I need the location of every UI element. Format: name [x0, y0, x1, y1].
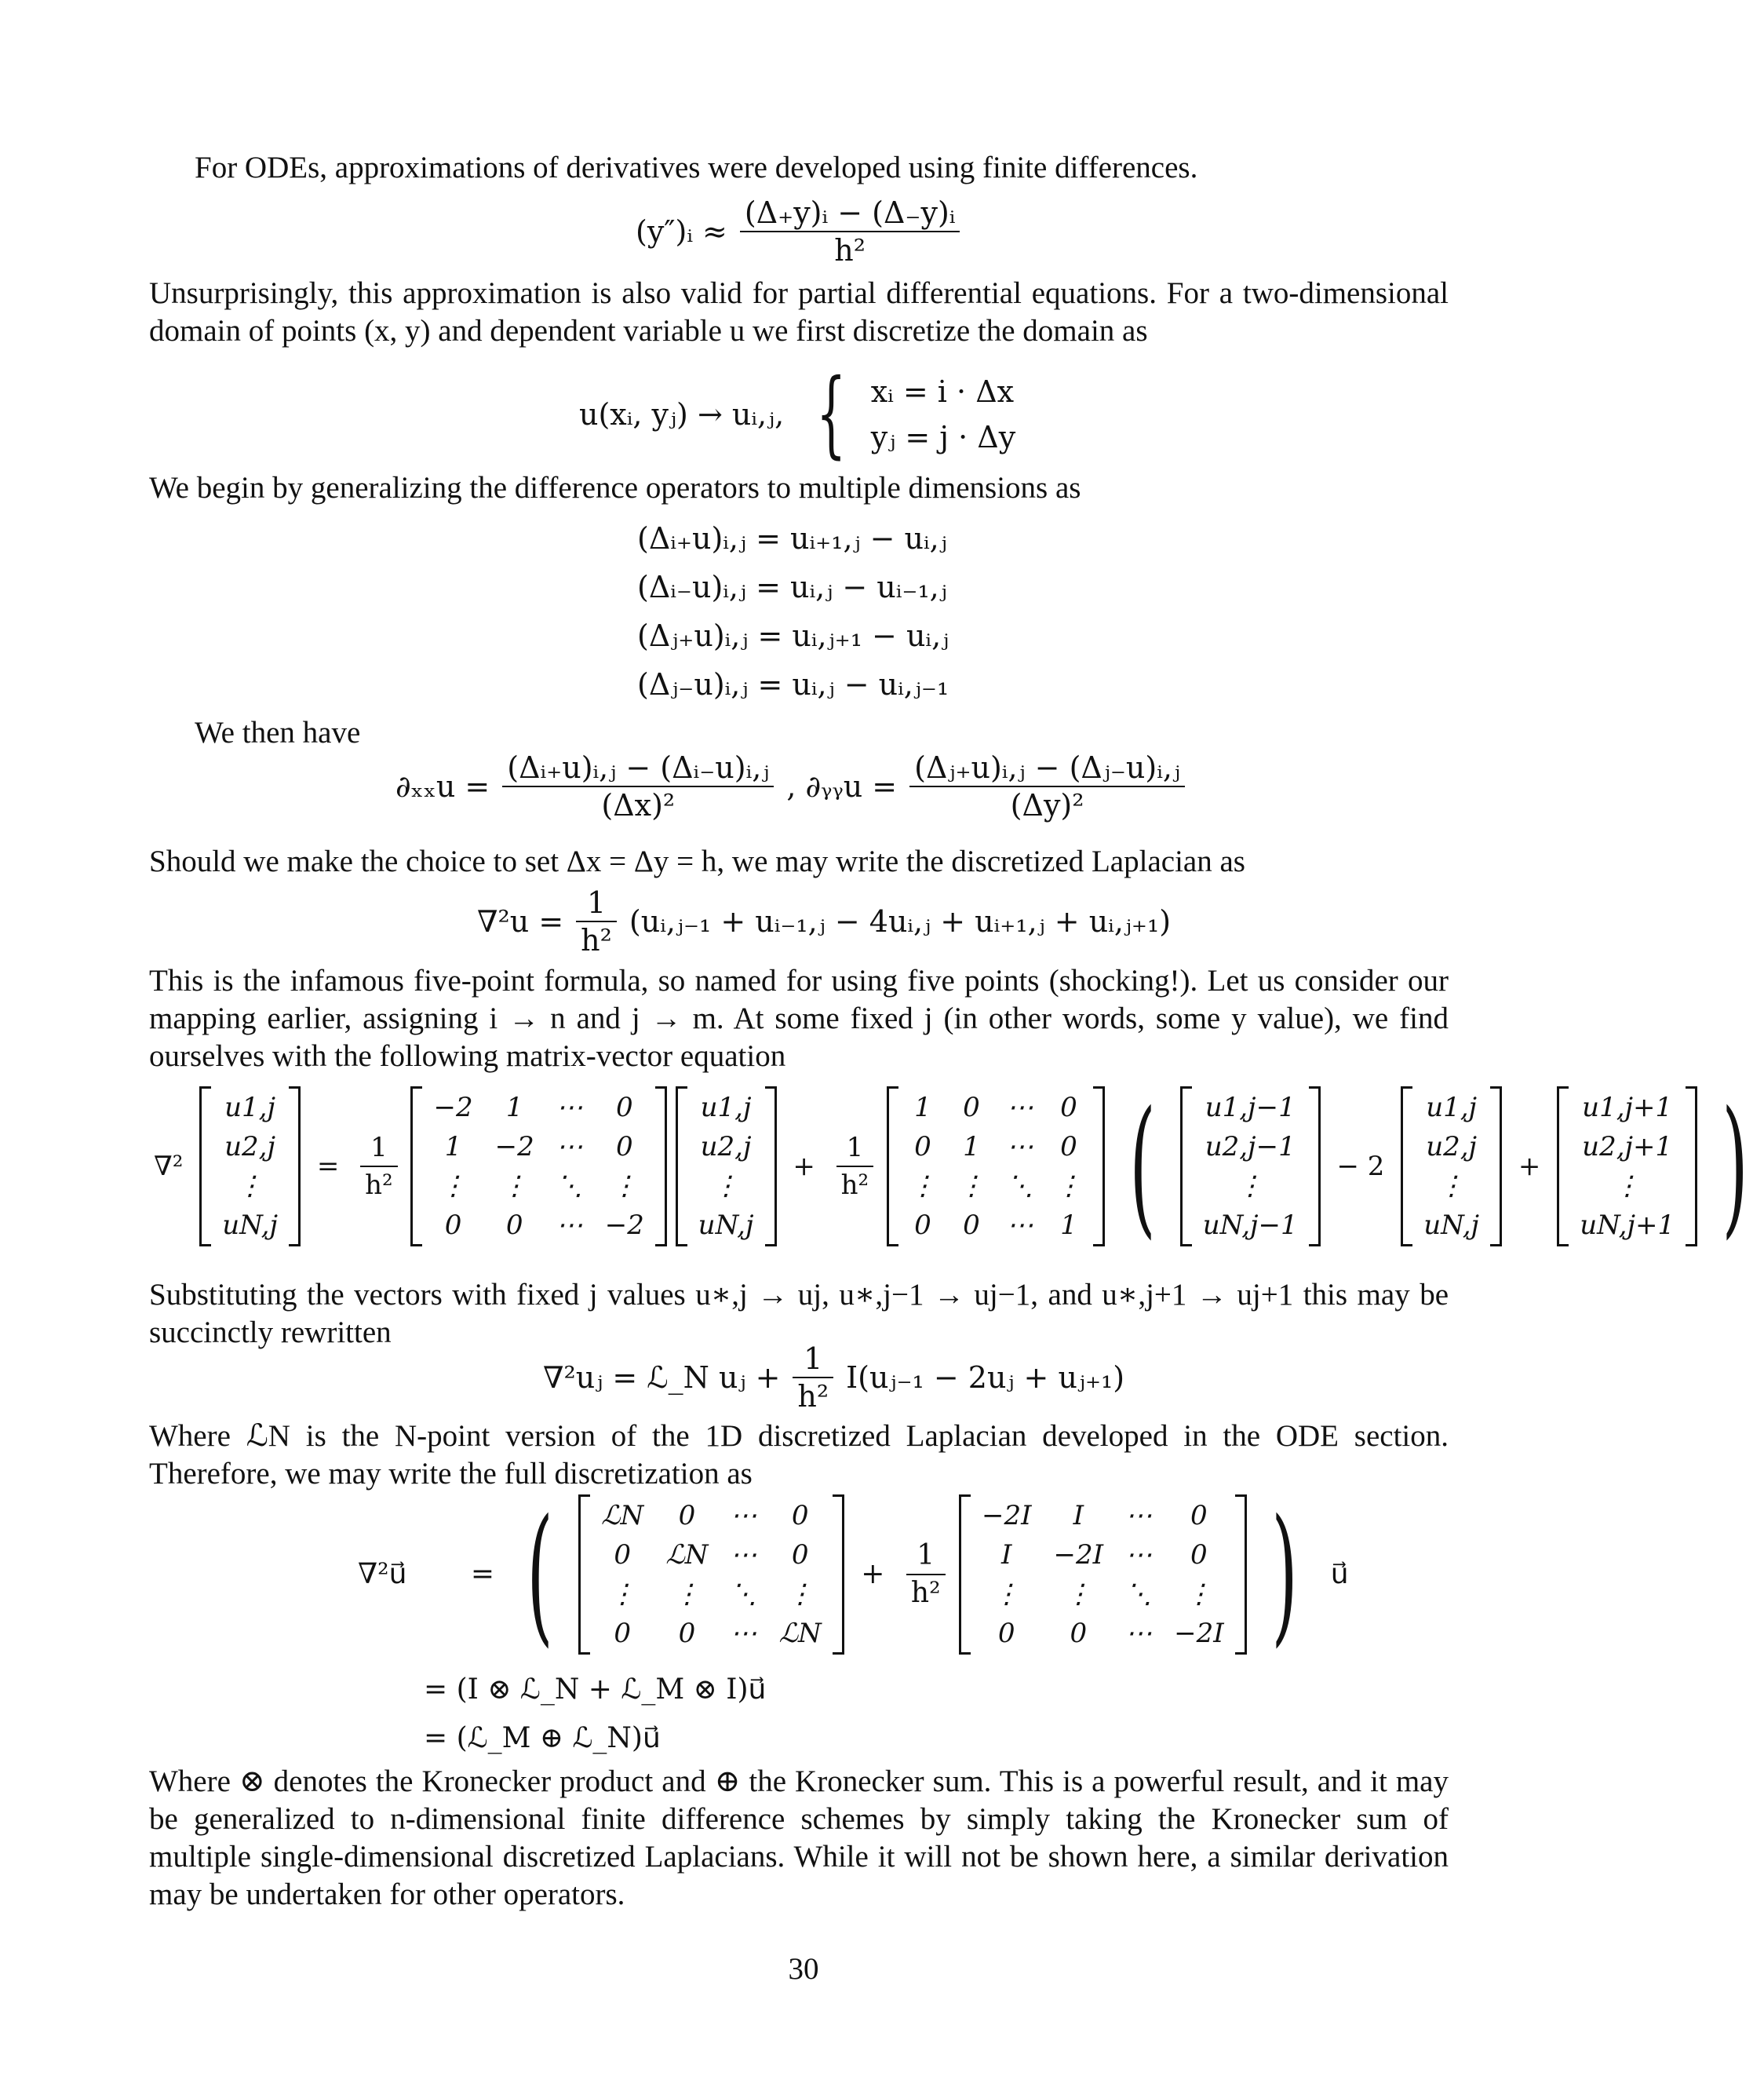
equation-matrix-vector — [146, 1079, 1764, 1253]
equals: = — [470, 1558, 495, 1590]
matrix-row — [211, 1206, 289, 1245]
matrix-cell: −2I — [1053, 1539, 1104, 1571]
case-y: yⱼ = j · Δy — [870, 420, 1016, 454]
denominator: (Δx)² — [601, 788, 676, 823]
matrix-row — [422, 1088, 654, 1127]
matrix-cell: ⋯ — [556, 1131, 583, 1162]
tridiagonal-matrix — [410, 1086, 666, 1246]
equation-kronecker — [424, 1666, 766, 1763]
matrix-cell: ⋯ — [1006, 1092, 1033, 1123]
kronecker-sum-line: = (ℒ_M ⊕ ℒ_N)u⃗ — [424, 1722, 661, 1754]
matrix-row — [1569, 1206, 1686, 1245]
compact-rhs: I(uⱼ₋₁ − 2uⱼ + uⱼ₊₁) — [846, 1360, 1125, 1395]
matrix-cell: ⋱ — [556, 1170, 583, 1202]
matrix-cell: ⋮ — [786, 1578, 814, 1610]
matrix-row — [422, 1206, 654, 1245]
operator-line: (Δⱼ₊u)ᵢ,ⱼ = uᵢ,ⱼ₊₁ − uᵢ,ⱼ — [637, 619, 949, 653]
matrix-cell: ⋯ — [1006, 1210, 1033, 1241]
matrix-cell: −2I — [981, 1500, 1032, 1531]
denominator: h² — [365, 1170, 393, 1201]
matrix-row — [211, 1166, 289, 1206]
matrix-row — [422, 1166, 654, 1206]
matrix-cell: u1,j−1 — [1205, 1092, 1296, 1123]
case-x: xᵢ = i · Δx — [870, 374, 1015, 409]
block-L-matrix — [578, 1494, 844, 1655]
denominator: h² — [910, 1577, 941, 1609]
matrix-row — [590, 1535, 833, 1575]
matrix-cell: 0 — [791, 1500, 809, 1531]
matrix-cell: ℒN — [601, 1500, 644, 1531]
cases — [871, 369, 1015, 460]
matrix-cell: I — [1001, 1539, 1012, 1571]
fraction — [740, 195, 960, 268]
matrix-cell: 0 — [997, 1618, 1015, 1649]
paragraph-intro: For ODEs, approximations of derivatives were developed using finite differences. — [195, 151, 1198, 184]
matrix-cell: ⋮ — [1237, 1170, 1264, 1202]
matrix-cell: ⋯ — [730, 1500, 757, 1531]
kronecker-product-line: = (I ⊗ ℒ_N + ℒ_M ⊗ I)u⃗ — [424, 1673, 767, 1706]
numerator: 1 — [360, 1129, 398, 1167]
matrix-row — [1412, 1206, 1490, 1245]
u-vector: u⃗ — [1330, 1558, 1349, 1590]
matrix-cell: 0 — [1070, 1618, 1088, 1649]
matrix-cell: u2,j — [1426, 1131, 1478, 1162]
denominator: h² — [797, 1379, 829, 1414]
fraction — [576, 885, 617, 958]
matrix-row — [687, 1206, 765, 1245]
matrix-cell: ⋮ — [1065, 1578, 1092, 1610]
right-paren: ) — [1271, 1487, 1298, 1661]
paragraph-pde: Unsurprisingly, this approximation is also valid for partial differential equations. For a two-dimensional domain of points (x, y) and dependent variable u we first discretize the domain as — [149, 276, 1449, 348]
matrix-row — [590, 1575, 833, 1614]
equals: = — [316, 1151, 340, 1182]
matrix-cell: −2 — [494, 1131, 534, 1162]
matrix-cell: ⋯ — [730, 1539, 757, 1571]
matrix-row — [1192, 1127, 1309, 1166]
paragraph-full-discretization: Where ℒN is the N-point version of the 1D discretized Laplacian developed in the ODE section. Therefore, we may write the full discretization as — [149, 1419, 1449, 1491]
fraction — [906, 1538, 946, 1611]
matrix-cell: 0 — [1190, 1539, 1208, 1571]
left-paren: ( — [527, 1487, 554, 1661]
minus-two: − 2 — [1336, 1151, 1385, 1182]
matrix-cell: u1,j — [224, 1092, 276, 1123]
nabla: ∇² — [154, 1151, 184, 1182]
matrix-cell: 0 — [914, 1131, 931, 1162]
matrix-row — [898, 1127, 1093, 1166]
matrix-cell: ⋯ — [556, 1092, 583, 1123]
vector-u — [676, 1086, 777, 1246]
vector-u-plus — [1557, 1086, 1697, 1246]
equation-difference-operators — [637, 514, 949, 709]
matrix-cell: uN,j — [222, 1210, 279, 1241]
operator-line: (Δᵢ₊u)ᵢ,ⱼ = uᵢ₊₁,ⱼ − uᵢ,ⱼ — [637, 521, 947, 556]
matrix-cell: ⋮ — [501, 1170, 528, 1202]
matrix-cell: ⋱ — [730, 1578, 757, 1610]
matrix-cell: −2 — [604, 1210, 644, 1241]
matrix-cell: 1 — [914, 1092, 931, 1123]
denominator: h² — [840, 1170, 869, 1201]
matrix-cell: uN,j+1 — [1580, 1210, 1675, 1241]
dxx-lhs: ∂ₓₓu = — [395, 769, 490, 804]
matrix-cell: 0 — [914, 1210, 931, 1241]
matrix-cell: 1 — [505, 1092, 523, 1123]
matrix-cell: 0 — [615, 1131, 633, 1162]
page-number: 30 — [788, 1952, 819, 1986]
matrix-cell: ⋮ — [673, 1578, 701, 1610]
matrix-cell: 0 — [963, 1092, 980, 1123]
matrix-row — [1569, 1127, 1686, 1166]
matrix-cell: 0 — [1060, 1131, 1077, 1162]
numerator: 1 — [793, 1341, 833, 1378]
numerator: 1 — [576, 885, 617, 922]
plus: + — [861, 1558, 885, 1590]
matrix-cell: ⋮ — [1438, 1170, 1465, 1202]
matrix-cell: ⋯ — [1125, 1539, 1153, 1571]
matrix-row — [211, 1127, 289, 1166]
full-lhs: ∇²u⃗ — [358, 1558, 407, 1590]
fraction — [502, 750, 774, 823]
matrix-row — [687, 1127, 765, 1166]
matrix-cell: ⋯ — [1125, 1618, 1153, 1649]
left-brace: { — [816, 359, 847, 469]
matrix-row — [1192, 1206, 1309, 1245]
matrix-row — [898, 1088, 1093, 1127]
vector-u — [1401, 1086, 1502, 1246]
matrix-cell: −2 — [433, 1092, 473, 1123]
matrix-row — [211, 1088, 289, 1127]
equation-full — [350, 1487, 1357, 1661]
dyy-lhs: , ∂ᵧᵧu = — [786, 769, 898, 804]
paragraph-laplacian: Should we make the choice to set Δx = Δy = h, we may write the discretized Laplacian as — [149, 845, 1245, 878]
fraction — [909, 750, 1185, 823]
matrix-cell: ⋮ — [236, 1170, 264, 1202]
matrix-cell: ⋮ — [713, 1170, 740, 1202]
plus: + — [793, 1151, 815, 1182]
left-paren: ( — [1129, 1079, 1156, 1253]
equation-second-partials — [388, 750, 1190, 823]
matrix-row — [1412, 1166, 1490, 1206]
fraction — [836, 1129, 874, 1203]
numerator: (Δ₊y)ᵢ − (Δ₋y)ᵢ — [740, 195, 960, 232]
paragraph-operators: We begin by generalizing the difference operators to multiple dimensions as — [149, 471, 1081, 505]
paragraph-kronecker: Where ⊗ denotes the Kronecker product and ⊕ the Kronecker sum. This is a powerful result, and it may be generalized to n-dimensional finite difference schemes by simply taking the Kronecker sum of multiple single-dimensional discretized Laplacians. While it will not be shown here, a similar derivation may be undertaken for other operators. — [149, 1764, 1449, 1911]
matrix-cell: I — [1073, 1500, 1084, 1531]
matrix-cell: ⋮ — [993, 1578, 1020, 1610]
matrix-cell: ⋱ — [1125, 1578, 1153, 1610]
equation-five-point — [469, 885, 1179, 958]
numerator: (Δⱼ₊u)ᵢ,ⱼ − (Δⱼ₋u)ᵢ,ⱼ — [909, 750, 1185, 787]
eq-lhs: (y″)ᵢ ≈ — [636, 214, 727, 249]
matrix-cell: ⋮ — [1055, 1170, 1082, 1202]
denominator: h² — [581, 923, 612, 958]
matrix-cell: u1,j+1 — [1582, 1092, 1673, 1123]
matrix-row — [687, 1088, 765, 1127]
matrix-cell: 0 — [614, 1618, 631, 1649]
numerator: (Δᵢ₊u)ᵢ,ⱼ − (Δᵢ₋u)ᵢ,ⱼ — [502, 750, 774, 787]
matrix-row — [590, 1496, 833, 1535]
matrix-row — [1569, 1088, 1686, 1127]
matrix-cell: 1 — [444, 1131, 462, 1162]
matrix-cell: 0 — [678, 1500, 696, 1531]
matrix-cell: 0 — [963, 1210, 980, 1241]
matrix-cell: ℒN — [778, 1618, 822, 1649]
matrix-cell: ⋮ — [609, 1578, 636, 1610]
matrix-cell: u1,j — [700, 1092, 752, 1123]
matrix-cell: −2I — [1174, 1618, 1224, 1649]
lap-lhs: ∇²u = — [477, 904, 564, 939]
matrix-cell: u1,j — [1426, 1092, 1478, 1123]
paragraph-then: We then have — [195, 716, 361, 750]
matrix-cell: ⋮ — [439, 1170, 467, 1202]
equation-compact — [535, 1341, 1132, 1414]
matrix-row — [971, 1575, 1235, 1614]
matrix-cell: ⋯ — [730, 1618, 757, 1649]
eq-lhs: u(xᵢ, yⱼ) → uᵢ,ⱼ, — [579, 397, 785, 432]
block-I-matrix — [959, 1494, 1247, 1655]
matrix-cell: ⋱ — [1006, 1170, 1033, 1202]
vector-u-minus — [1180, 1086, 1321, 1246]
paragraph-five-point: This is the infamous five-point formula, so named for using five points (shocking!). Let us consider our mapping earlier, assigning i → n and j → m. At some fixed j (in other words, some y value), we find ourselves with the following matrix-vector equation — [149, 964, 1449, 1073]
matrix-cell: ⋯ — [1006, 1131, 1033, 1162]
matrix-cell: 1 — [1060, 1210, 1077, 1241]
matrix-row — [971, 1496, 1235, 1535]
matrix-cell: ⋮ — [909, 1170, 936, 1202]
matrix-row — [898, 1206, 1093, 1245]
matrix-row — [898, 1166, 1093, 1206]
matrix-cell: uN,j−1 — [1202, 1210, 1298, 1241]
matrix-row — [1412, 1127, 1490, 1166]
matrix-row — [971, 1614, 1235, 1653]
matrix-row — [1192, 1166, 1309, 1206]
equation-second-derivative — [628, 195, 964, 268]
matrix-cell: 0 — [678, 1618, 696, 1649]
matrix-cell: ⋮ — [957, 1170, 985, 1202]
matrix-row — [1412, 1088, 1490, 1127]
matrix-cell: ⋯ — [556, 1210, 583, 1241]
plus: + — [1518, 1151, 1541, 1182]
denominator: (Δy)² — [1010, 788, 1084, 823]
matrix-cell: ⋯ — [1125, 1500, 1153, 1531]
lap-rhs: (uᵢ,ⱼ₋₁ + uᵢ₋₁,ⱼ − 4uᵢ,ⱼ + uᵢ₊₁,ⱼ + uᵢ,ⱼ₊₁) — [629, 904, 1172, 939]
operator-line: (Δⱼ₋u)ᵢ,ⱼ = uᵢ,ⱼ − uᵢ,ⱼ₋₁ — [637, 667, 949, 702]
matrix-cell: 0 — [505, 1210, 523, 1241]
matrix-cell: 0 — [444, 1210, 462, 1241]
numerator: 1 — [836, 1129, 874, 1167]
right-paren: ) — [1722, 1079, 1748, 1253]
matrix-cell: 1 — [963, 1131, 980, 1162]
matrix-cell: 0 — [1060, 1092, 1077, 1123]
equation-discretization — [571, 359, 1016, 469]
fraction — [360, 1129, 398, 1203]
compact-lhs: ∇²uⱼ = ℒ_N uⱼ + — [543, 1360, 781, 1395]
numerator: 1 — [906, 1538, 946, 1575]
matrix-cell: uN,j — [1423, 1210, 1480, 1241]
matrix-cell: u2,j−1 — [1205, 1131, 1296, 1162]
matrix-cell: u2,j — [224, 1131, 276, 1162]
matrix-row — [1569, 1166, 1686, 1206]
matrix-cell: 0 — [1190, 1500, 1208, 1531]
matrix-cell: 0 — [615, 1092, 633, 1123]
matrix-row — [971, 1535, 1235, 1575]
matrix-cell: u2,j — [700, 1131, 752, 1162]
matrix-row — [1192, 1088, 1309, 1127]
matrix-row — [590, 1614, 833, 1653]
matrix-cell: 0 — [614, 1539, 631, 1571]
matrix-cell: uN,j — [698, 1210, 754, 1241]
matrix-cell: u2,j+1 — [1582, 1131, 1673, 1162]
identity-matrix — [887, 1086, 1105, 1246]
paragraph-substitution: Substituting the vectors with fixed j values u∗,j → uj, u∗,j−1 → uj−1, and u∗,j+1 → uj+1 this may be succinctly rewritten — [149, 1278, 1449, 1349]
matrix-row — [422, 1127, 654, 1166]
matrix-cell: ℒN — [665, 1539, 709, 1571]
matrix-cell: 0 — [791, 1539, 809, 1571]
fraction — [793, 1341, 833, 1414]
vector-u — [199, 1086, 301, 1246]
denominator: h² — [834, 233, 866, 268]
operator-line: (Δᵢ₋u)ᵢ,ⱼ = uᵢ,ⱼ − uᵢ₋₁,ⱼ — [637, 570, 947, 604]
matrix-cell: ⋮ — [1185, 1578, 1212, 1610]
matrix-cell: ⋮ — [610, 1170, 638, 1202]
matrix-cell: ⋮ — [1613, 1170, 1641, 1202]
matrix-row — [687, 1166, 765, 1206]
